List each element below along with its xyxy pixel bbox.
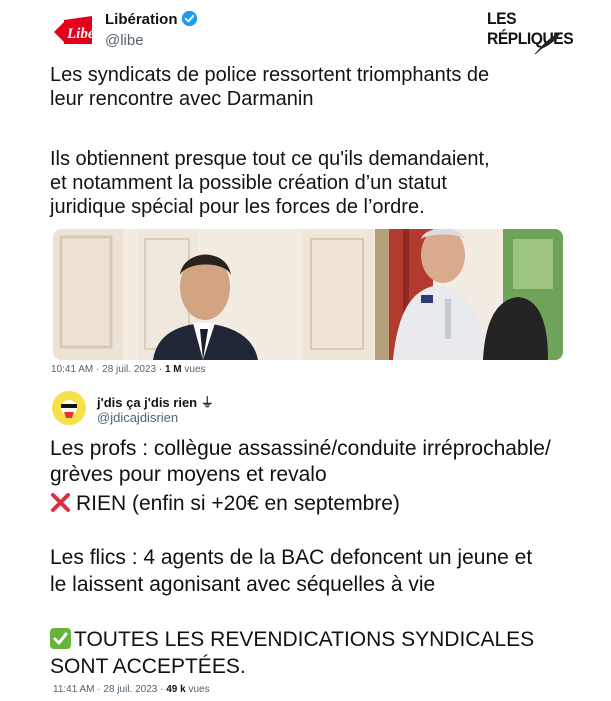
author-handle[interactable]: @libe <box>105 32 144 49</box>
tweet2-text-line: Les flics : 4 agents de la BAC defoncent un jeune et <box>50 546 533 569</box>
tweet1-text-line: et notamment la possible création d’un statut <box>50 172 447 194</box>
svg-text:Libé: Libé <box>67 26 94 42</box>
author-name[interactable]: j'dis ça j'dis rien ⏚ <box>97 395 214 410</box>
tweet2-text-line: Les profs : collègue assassiné/conduite irréprochable/ <box>50 437 551 460</box>
tweet2-text-line: grèves pour moyens et revalo <box>50 463 327 486</box>
tweet2-text-line: TOUTES LES REVENDICATIONS SYNDICALES <box>50 627 610 652</box>
quill-icon <box>533 30 563 61</box>
tweet1-text-line: juridique spécial pour les forces de l’ordre. <box>50 196 425 218</box>
tweet1-text-line: leur rencontre avec Darmanin <box>50 88 314 110</box>
tweet-photo[interactable] <box>53 229 563 360</box>
tweet2-text-line: RIEN (enfin si +20€ en septembre) <box>50 491 610 516</box>
jdicajdisrien-avatar[interactable] <box>52 391 86 425</box>
tweet1-text-line: Les syndicats de police ressortent triomphants de <box>50 64 490 86</box>
tweet2-text-line: le laissent agonisant avec séquelles à vie <box>50 573 436 596</box>
cross-mark-icon <box>50 492 71 513</box>
tweet2-text-line: SONT ACCEPTÉES. <box>50 655 246 678</box>
author-name[interactable]: Libération <box>105 10 198 31</box>
tweet1-text-line: Ils obtiennent presque tout ce qu'ils demandaient, <box>50 148 490 170</box>
author-handle[interactable]: @jdicajdisrien <box>97 410 179 425</box>
check-mark-icon <box>50 628 71 649</box>
tweet2-meta: 11:41 AM · 28 juil. 2023 · 49 k vues <box>53 684 210 695</box>
verified-badge-icon <box>181 10 198 31</box>
watermark-title: LES RÉPLIQUES <box>487 9 574 48</box>
tweet1-meta: 10:41 AM · 28 juil. 2023 · 1 M vues <box>51 364 206 375</box>
libe-avatar[interactable] <box>52 14 94 50</box>
